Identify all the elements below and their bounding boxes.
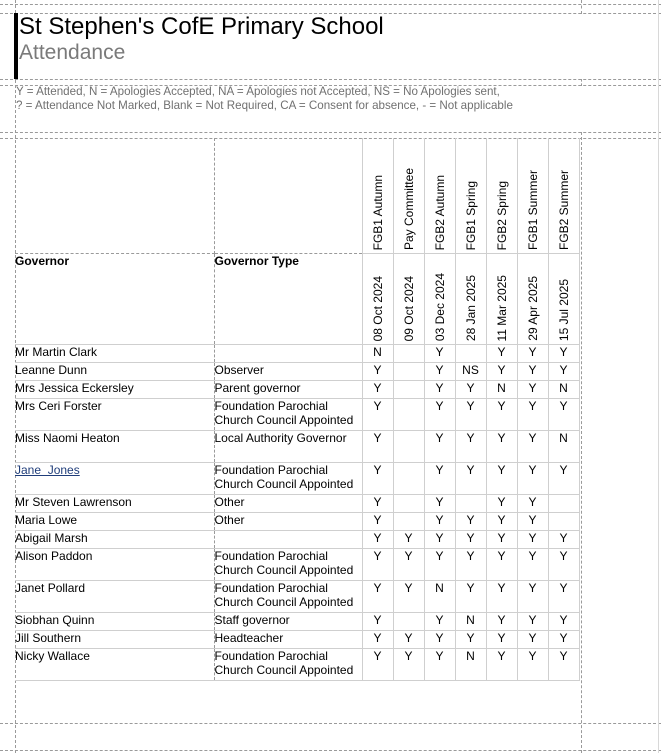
attendance-cell: Y: [486, 649, 517, 681]
attendance-cell: Y: [424, 431, 455, 463]
column-header-meeting: [486, 138, 517, 254]
governor-name-cell: [15, 631, 214, 649]
column-header-date: [486, 254, 517, 345]
governor-type: Foundation Parochial Church Council Appointed: [214, 399, 362, 431]
page-title: Attendance: [19, 41, 126, 64]
attendance-cell: Y: [517, 363, 548, 381]
attendance-cell: Y: [424, 363, 455, 381]
governor-name: Maria Lowe: [15, 513, 78, 527]
governor-name-cell: [15, 381, 214, 399]
column-header-meeting: [362, 138, 393, 254]
attendance-cell: Y: [486, 399, 517, 431]
attendance-cell: Y: [517, 581, 548, 613]
meeting-name: FGB1 Summer: [525, 169, 540, 250]
governor-name-cell: [15, 513, 214, 531]
column-header-date: [517, 254, 548, 345]
attendance-cell: [393, 463, 424, 495]
attendance-cell: Y: [393, 581, 424, 613]
attendance-cell: [393, 381, 424, 399]
meeting-date: 09 Oct 2024: [401, 275, 416, 341]
meeting-date: 29 Apr 2025: [525, 276, 540, 341]
table-row: [15, 649, 579, 681]
column-header-meeting: [548, 138, 579, 254]
column-header-date: [362, 254, 393, 345]
attendance-cell: [393, 363, 424, 381]
meeting-date: 15 Jul 2025: [556, 278, 571, 341]
attendance-cell: Y: [424, 495, 455, 513]
governor-type: Observer: [214, 363, 362, 381]
header-spacer: [214, 138, 362, 254]
governor-type: Other: [214, 495, 362, 513]
governor-name: Abigail Marsh: [15, 531, 88, 545]
attendance-cell: Y: [486, 431, 517, 463]
attendance-cell: [455, 345, 486, 363]
governor-type: Foundation Parochial Church Council Appointed: [214, 463, 362, 495]
attendance-cell: Y: [548, 399, 579, 431]
attendance-cell: N: [548, 431, 579, 463]
governor-name-cell: [15, 345, 214, 363]
attendance-cell: Y: [424, 345, 455, 363]
meeting-date: 08 Oct 2024: [370, 275, 385, 341]
attendance-cell: [393, 399, 424, 431]
attendance-cell: Y: [362, 431, 393, 463]
attendance-cell: Y: [455, 513, 486, 531]
governor-name-cell[interactable]: [15, 463, 214, 495]
attendance-cell: Y: [455, 463, 486, 495]
governor-name: Mr Martin Clark: [15, 345, 98, 359]
attendance-cell: Y: [455, 549, 486, 581]
attendance-cell: N: [424, 581, 455, 613]
school-name: St Stephen's CofE Primary School: [19, 13, 384, 40]
governor-type: Foundation Parochial Church Council Appointed: [214, 649, 362, 681]
attendance-cell: [393, 513, 424, 531]
attendance-cell: Y: [362, 649, 393, 681]
governor-name-cell: [15, 363, 214, 381]
attendance-cell: Y: [517, 345, 548, 363]
meeting-name: FGB2 Spring: [494, 180, 509, 250]
table-row: [15, 549, 579, 581]
attendance-cell: Y: [424, 381, 455, 399]
attendance-cell: [548, 495, 579, 513]
attendance-cell: Y: [486, 631, 517, 649]
attendance-cell: Y: [455, 531, 486, 549]
attendance-cell: Y: [362, 381, 393, 399]
attendance-cell: NS: [455, 363, 486, 381]
governor-name-cell: [15, 613, 214, 631]
attendance-cell: [548, 513, 579, 531]
attendance-cell: Y: [424, 613, 455, 631]
attendance-cell: Y: [548, 463, 579, 495]
attendance-cell: Y: [362, 549, 393, 581]
governor-name: Siobhan Quinn: [15, 613, 95, 627]
attendance-cell: Y: [424, 399, 455, 431]
attendance-cell: Y: [486, 463, 517, 495]
column-header-date: [548, 254, 579, 345]
attendance-cell: Y: [548, 549, 579, 581]
attendance-cell: Y: [517, 513, 548, 531]
governor-type: Other: [214, 513, 362, 531]
attendance-cell: Y: [548, 363, 579, 381]
governor-name-cell: [15, 399, 214, 431]
attendance-cell: Y: [517, 381, 548, 399]
attendance-table-body: [15, 345, 579, 681]
column-header-governor-type: Governor Type: [214, 254, 362, 345]
governor-name: Leanne Dunn: [15, 363, 88, 377]
attendance-cell: [393, 495, 424, 513]
governor-type: [214, 345, 362, 363]
title-accent-bar: [14, 13, 18, 79]
layout-guide: [581, 132, 582, 753]
column-header-meeting: [455, 138, 486, 254]
attendance-cell: Y: [486, 613, 517, 631]
table-row: [15, 631, 579, 649]
governor-name-cell: [15, 431, 214, 463]
attendance-cell: Y: [424, 531, 455, 549]
meeting-date: 28 Jan 2025: [463, 274, 478, 341]
table-row: [15, 431, 579, 463]
meeting-name: FGB1 Spring: [463, 180, 478, 250]
attendance-cell: Y: [517, 631, 548, 649]
governor-type: Headteacher: [214, 631, 362, 649]
layout-guide: [0, 132, 661, 133]
attendance-cell: Y: [424, 513, 455, 531]
table-row: [15, 399, 579, 431]
attendance-cell: Y: [424, 463, 455, 495]
attendance-cell: N: [455, 649, 486, 681]
table-row: [15, 463, 579, 495]
attendance-cell: Y: [486, 363, 517, 381]
attendance-cell: Y: [517, 649, 548, 681]
column-header-meeting: [424, 138, 455, 254]
legend-line: ? = Attendance Not Marked, Blank = Not Required, CA = Consent for absence, - = Not applicable: [16, 99, 513, 112]
attendance-cell: [393, 613, 424, 631]
attendance-cell: Y: [362, 463, 393, 495]
governor-name-cell: [15, 549, 214, 581]
attendance-cell: Y: [548, 631, 579, 649]
table-row: [15, 513, 579, 531]
attendance-cell: N: [486, 381, 517, 399]
layout-guide: [0, 79, 661, 80]
attendance-cell: Y: [362, 613, 393, 631]
meeting-name: FGB2 Summer: [556, 169, 571, 250]
header-row-dates: [15, 254, 579, 345]
governor-name-cell: [15, 649, 214, 681]
attendance-cell: N: [362, 345, 393, 363]
table-row: [15, 381, 579, 399]
table-row: [15, 531, 579, 549]
attendance-cell: Y: [517, 549, 548, 581]
attendance-cell: Y: [548, 649, 579, 681]
table-row: [15, 613, 579, 631]
header-row-meetings: [15, 138, 579, 254]
attendance-cell: Y: [424, 549, 455, 581]
governor-name: Janet Pollard: [15, 581, 86, 595]
layout-guide: [0, 750, 661, 751]
attendance-cell: Y: [548, 345, 579, 363]
attendance-cell: Y: [362, 363, 393, 381]
governor-name: Mrs Ceri Forster: [15, 399, 102, 413]
attendance-cell: Y: [393, 549, 424, 581]
table-row: [15, 495, 579, 513]
governor-name: Jill Southern: [15, 631, 82, 645]
layout-guide: [581, 79, 582, 86]
attendance-cell: Y: [362, 495, 393, 513]
attendance-cell: Y: [424, 649, 455, 681]
attendance-cell: Y: [393, 631, 424, 649]
column-header-governor: Governor: [15, 254, 214, 345]
attendance-cell: Y: [486, 495, 517, 513]
attendance-cell: Y: [548, 581, 579, 613]
column-header-meeting: [393, 138, 424, 254]
attendance-cell: Y: [393, 649, 424, 681]
layout-guide: [0, 723, 661, 724]
governor-name: Alison Paddon: [15, 549, 93, 563]
meeting-name: FGB1 Autumn: [370, 174, 385, 250]
attendance-cell: Y: [362, 513, 393, 531]
meeting-date: 03 Dec 2024: [432, 272, 447, 341]
attendance-cell: Y: [486, 513, 517, 531]
attendance-cell: Y: [486, 345, 517, 363]
attendance-cell: Y: [455, 431, 486, 463]
governor-type: Foundation Parochial Church Council Appointed: [214, 581, 362, 613]
attendance-cell: Y: [486, 531, 517, 549]
attendance-cell: [393, 345, 424, 363]
attendance-cell: Y: [362, 581, 393, 613]
governor-type: Local Authority Governor: [214, 431, 362, 463]
attendance-cell: [393, 431, 424, 463]
governor-name-cell: [15, 581, 214, 613]
governor-type: Staff governor: [214, 613, 362, 631]
governor-name: Mrs Jessica Eckersley: [15, 381, 134, 395]
governor-name-link[interactable]: Jane Jones: [15, 463, 80, 477]
governor-name-cell: [15, 531, 214, 549]
attendance-cell: Y: [548, 613, 579, 631]
column-header-meeting: [517, 138, 548, 254]
layout-guide: [581, 0, 582, 14]
meeting-name: Pay Committee: [401, 167, 416, 250]
attendance-cell: N: [548, 381, 579, 399]
attendance-cell: Y: [455, 631, 486, 649]
attendance-cell: Y: [517, 613, 548, 631]
attendance-cell: Y: [362, 631, 393, 649]
column-header-date: [424, 254, 455, 345]
attendance-cell: Y: [393, 531, 424, 549]
attendance-cell: Y: [455, 399, 486, 431]
table-row: [15, 345, 579, 363]
header-spacer: [15, 138, 214, 254]
attendance-cell: Y: [362, 399, 393, 431]
attendance-cell: Y: [424, 631, 455, 649]
page-edge: [658, 0, 659, 753]
attendance-cell: Y: [517, 495, 548, 513]
meeting-name: FGB2 Autumn: [432, 174, 447, 250]
governor-type: [214, 531, 362, 549]
attendance-legend: [16, 85, 513, 113]
governor-type: Parent governor: [214, 381, 362, 399]
attendance-cell: Y: [486, 549, 517, 581]
governor-name-cell: [15, 495, 214, 513]
attendance-cell: Y: [362, 531, 393, 549]
attendance-cell: Y: [455, 381, 486, 399]
governor-name: Mr Steven Lawrenson: [15, 495, 132, 509]
attendance-cell: Y: [517, 463, 548, 495]
attendance-cell: Y: [455, 581, 486, 613]
table-row: [15, 581, 579, 613]
attendance-cell: [455, 495, 486, 513]
attendance-cell: N: [455, 613, 486, 631]
layout-guide: [0, 4, 661, 5]
meeting-date: 11 Mar 2025: [494, 274, 509, 341]
attendance-cell: Y: [548, 531, 579, 549]
governor-name: Miss Naomi Heaton: [15, 431, 120, 445]
attendance-cell: Y: [486, 581, 517, 613]
column-header-date: [455, 254, 486, 345]
attendance-table: [15, 138, 580, 681]
table-row: [15, 363, 579, 381]
column-header-date: [393, 254, 424, 345]
attendance-cell: Y: [517, 399, 548, 431]
attendance-cell: Y: [517, 531, 548, 549]
legend-line: Y = Attended, N = Apologies Accepted, NA = Apologies not Accepted, NS = No Apologies sent,: [16, 85, 500, 98]
governor-name: Nicky Wallace: [15, 649, 90, 663]
attendance-cell: Y: [517, 431, 548, 463]
governor-type: Foundation Parochial Church Council Appointed: [214, 549, 362, 581]
